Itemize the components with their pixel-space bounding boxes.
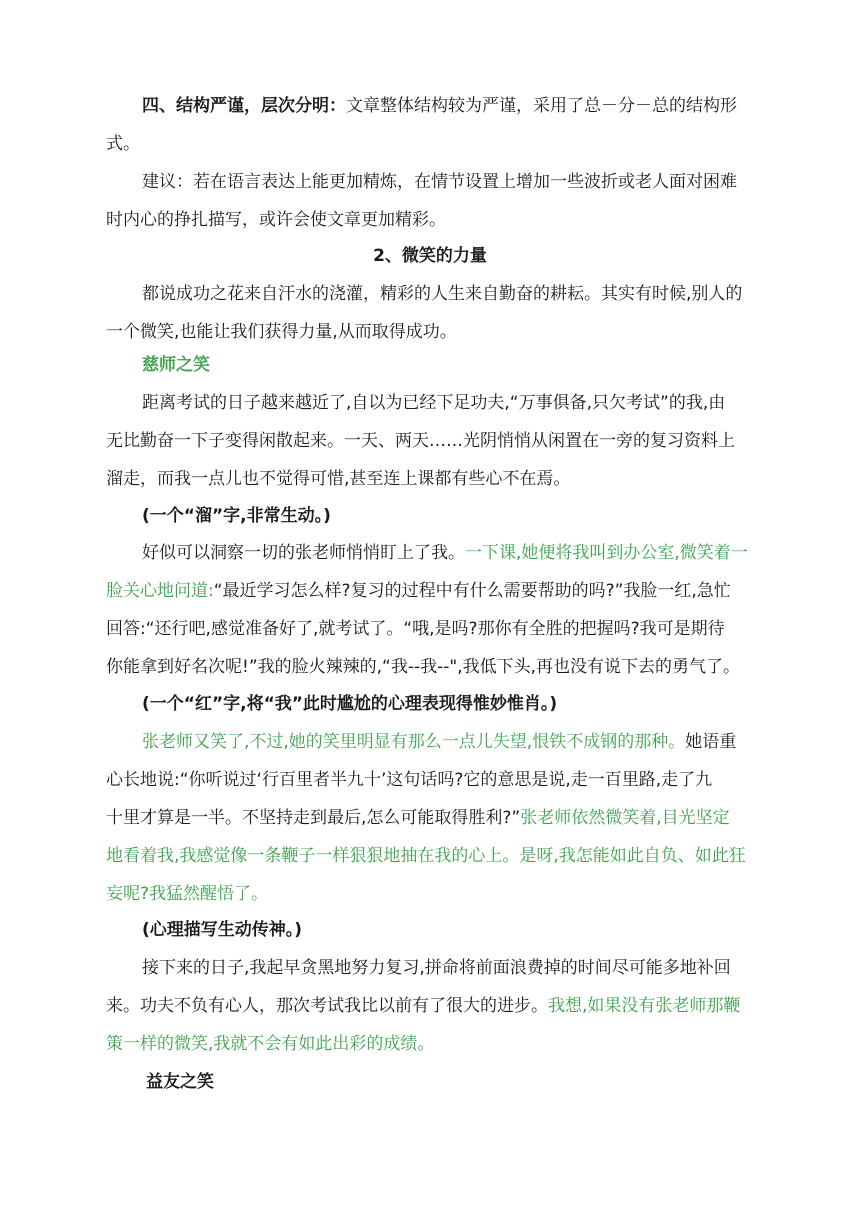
smile-line-3-highlight: 张老师依然微笑着,目光坚定: [520, 808, 730, 828]
essay-title: 2、微笑的力量: [373, 246, 487, 266]
ending-line-2: [106, 994, 756, 1018]
teacher-line-1: [142, 541, 756, 565]
smile-line-3-text: 十里才算是一半。不坚持走到最后,怎么可能取得胜利?”: [106, 808, 521, 828]
story-line-1: 距离考试的日子越来越近了,自以为已经下足功夫,“万事俱备,只欠考试”的我,由: [142, 393, 726, 413]
ending-line-2-text: 来。功夫不负有心人，那次考试我比以前有了很大的进步。: [106, 996, 548, 1016]
smile-line-1-highlight: 张老师又笑了,不过,她的笑里明显有那么一点儿失望,恨铁不成钢的那种。: [142, 732, 686, 752]
smile-line-1-text: 她语重: [685, 732, 737, 752]
teacher-line-1-text: 好似可以洞察一切的张老师悄悄盯上了我。: [142, 543, 465, 563]
comment-1: (一个“溜”字,非常生动。): [142, 506, 331, 526]
teacher-line-2-text: “最近学习怎么样?复习的过程中有什么需要帮助的吗?”我脸一红,急忙: [213, 581, 731, 601]
smile-line-1: [142, 730, 756, 754]
point-four-heading: 四、结构严谨，层次分明：: [142, 96, 346, 116]
point-four-text: 文章整体结构较为严谨，采用了总－分－总的结构形: [346, 96, 737, 116]
intro-line-2: 一个微笑,也能让我们获得力量,从而取得成功。: [106, 322, 457, 342]
paragraph-structure-line-1: [142, 94, 756, 118]
section-title-friend: 益友之笑: [146, 1072, 214, 1092]
teacher-line-2: [106, 579, 756, 603]
teacher-line-2-highlight: 脸关心地问道:: [106, 581, 214, 601]
teacher-line-4: 你能拿到好名次呢!”我的脸火辣辣的,“我--我--",我低下头,再也没有说下去的勇气了。: [106, 657, 740, 677]
ending-line-2-highlight: 我想,如果没有张老师那鞭: [548, 996, 741, 1016]
smile-line-2: 心长地说:“你听说过‘行百里者半九十’这句话吗?它的意思是说,走一百里路,走了九: [106, 770, 713, 790]
ending-line-1: 接下来的日子,我起早贪黑地努力复习,拼命将前面浪费掉的时间尽可能多地补回: [142, 958, 731, 978]
intro-line-1: 都说成功之花来自汗水的浇灌，精彩的人生来自勤奋的耕耘。其实有时候,别人的: [142, 284, 743, 304]
story-line-2: 无比勤奋一下子变得闲散起来。一天、两天……光阴悄悄从闲置在一旁的复习资料上: [106, 431, 735, 451]
comment-2: (一个“红”字,将“我”此时尴尬的心理表现得惟妙惟肖。): [142, 694, 558, 714]
teacher-line-1-highlight: 一下课,她便将我叫到办公室,微笑着一: [465, 543, 748, 563]
suggestion-line-1: 建议：若在语言表达上能更加精炼，在情节设置上增加一些波折或老人面对困难: [142, 172, 737, 192]
suggestion-line-2: 时内心的挣扎描写，或许会使文章更加精彩。: [106, 210, 446, 230]
ending-line-3: 策一样的微笑,我就不会有如此出彩的成绩。: [106, 1034, 435, 1054]
smile-line-5: 妄呢?我猛然醒悟了。: [106, 884, 269, 904]
comment-3: (心理描写生动传神。): [142, 920, 303, 940]
section-title-teacher: 慈师之笑: [142, 355, 210, 375]
story-line-3: 溜走，而我一点儿也不觉得可惜,甚至连上课都有些心不在焉。: [106, 469, 571, 489]
smile-line-4: 地看着我,我感觉像一条鞭子一样狠狠地抽在我的心上。是呀,我怎能如此自负、如此狂: [106, 846, 746, 866]
smile-line-3: [106, 806, 756, 830]
paragraph-structure-line-2: 式。: [106, 134, 140, 154]
teacher-line-3: 回答:“还行吧,感觉准备好了,就考试了。“哦,是吗?那你有全胜的把握吗?我可是期待: [106, 619, 725, 639]
